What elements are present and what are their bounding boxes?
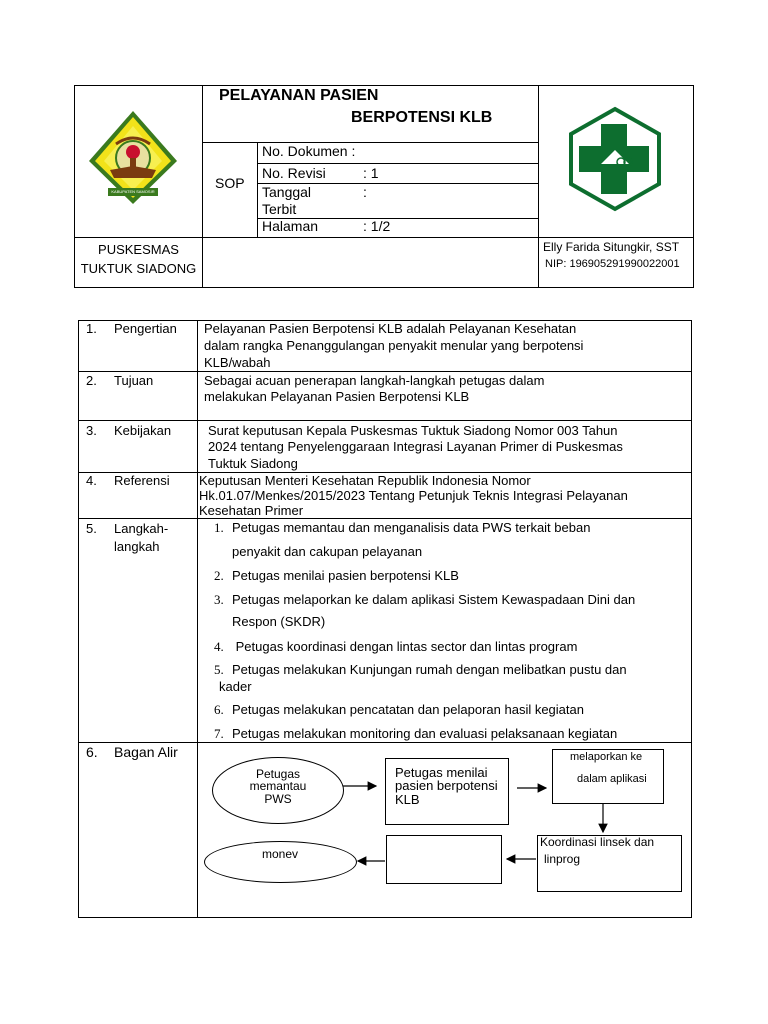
step-item: 2. Petugas menilai pasien berpotensi KLB xyxy=(214,568,459,583)
date-label-line2: Terbit xyxy=(262,201,297,217)
signatory-name: Elly Farida Situngkir, SST xyxy=(543,240,680,254)
page-value: : 1/2 xyxy=(363,218,391,234)
section-4-label: Referensi xyxy=(114,473,170,488)
flow-node-text: dalam aplikasi xyxy=(577,773,647,785)
page-title-line1: PELAYANAN PASIEN xyxy=(219,87,379,104)
section-2-text: Sebagai acuan penerapan langkah-langkah petugas dalam xyxy=(204,373,545,388)
section-3-number: 3. xyxy=(86,423,97,438)
section-2-text: melakukan Pelayanan Pasien Berpotensi KLB xyxy=(204,389,470,404)
section-1-label: Pengertian xyxy=(114,321,177,336)
step-item: 3. Petugas melaporkan ke dalam aplikasi Sistem Kewaspadaan Dini dan xyxy=(214,592,636,607)
section-4-text: Hk.01.07/Menkes/2015/2023 Tentang Petunjuk Teknis Integrasi Pelayanan xyxy=(199,488,628,503)
flow-node-text: Petugas xyxy=(255,767,301,781)
date-value: : xyxy=(363,184,367,200)
signatory-nip: NIP: 196905291990022001 xyxy=(545,258,680,270)
flow-node-text: monev xyxy=(262,847,299,861)
section-1-number: 1. xyxy=(86,321,97,336)
revision-label: No. Revisi xyxy=(262,165,326,181)
flow-node-text: PWS xyxy=(264,792,292,806)
step-item: 4. Petugas koordinasi dengan lintas sector dan lintas program xyxy=(214,639,578,654)
step-item: 5. Petugas melakukan Kunjungan rumah dengan melibatkan pustu dan xyxy=(214,662,627,677)
flow-node-empty-box xyxy=(386,835,502,884)
doc-number-label: No. Dokumen : xyxy=(262,143,356,159)
section-2-number: 2. xyxy=(86,373,97,388)
section-5-number: 5. xyxy=(86,521,97,536)
emblem-caption: KABUPATEN SAMOSIR xyxy=(111,189,155,194)
section-4-text: Kesehatan Primer xyxy=(199,503,304,518)
flow-node-text: pasien berpotensi xyxy=(395,778,498,793)
step-item-continuation: kader xyxy=(219,679,252,694)
section-3-text: 2024 tentang Penyelenggaraan Integrasi Layanan Primer di Puskesmas xyxy=(208,439,623,454)
section-2-label: Tujuan xyxy=(114,373,154,388)
section-6-number: 6. xyxy=(86,744,98,760)
section-1-text: KLB/wabah xyxy=(204,355,271,370)
section-5-label: langkah xyxy=(114,539,160,554)
flow-node-text: KLB xyxy=(395,792,420,807)
date-label-line1: Tanggal xyxy=(262,184,312,200)
flow-node-text: Petugas menilai xyxy=(395,765,488,780)
section-6-label: Bagan Alir xyxy=(114,744,178,760)
org-name-line2: TUKTUK SIADONG xyxy=(80,261,197,276)
section-4-number: 4. xyxy=(86,473,97,488)
section-5-label: Langkah- xyxy=(114,521,169,536)
page-label: Halaman xyxy=(262,218,319,234)
section-3-text: Surat keputusan Kepala Puskesmas Tuktuk Siadong Nomor 003 Tahun xyxy=(208,423,618,438)
page-title-line2: BERPOTENSI KLB xyxy=(351,109,493,126)
org-name-line1: PUSKESMAS xyxy=(98,242,179,257)
step-item: 7. Petugas melakukan monitoring dan evaluasi pelaksanaan kegiatan xyxy=(214,726,618,741)
step-item-continuation: penyakit dan cakupan pelayanan xyxy=(232,544,423,559)
sop-label: SOP xyxy=(215,175,245,191)
step-item: 6. Petugas melakukan pencatatan dan pelaporan hasil kegiatan xyxy=(214,702,584,717)
section-1-text: dalam rangka Penanggulangan penyakit menular yang berpotensi xyxy=(204,338,584,353)
step-item-continuation: Respon (SKDR) xyxy=(232,614,326,629)
flow-node-text: memantau xyxy=(249,779,307,793)
section-3-text: Tuktuk Siadong xyxy=(208,456,298,471)
flow-node-text: Koordinasi linsek dan xyxy=(540,835,655,849)
section-3-label: Kebijakan xyxy=(114,423,172,438)
section-4-text: Keputusan Menteri Kesehatan Republik Indonesia Nomor xyxy=(199,473,531,488)
section-1-text: Pelayanan Pasien Berpotensi KLB adalah Pelayanan Kesehatan xyxy=(204,321,577,336)
step-item: 1. Petugas memantau dan menganalisis data PWS terkait beban xyxy=(214,520,591,535)
revision-value: : 1 xyxy=(363,165,379,181)
flow-node-text: linprog xyxy=(544,852,581,866)
flow-node-text: melaporkan ke xyxy=(570,751,643,763)
